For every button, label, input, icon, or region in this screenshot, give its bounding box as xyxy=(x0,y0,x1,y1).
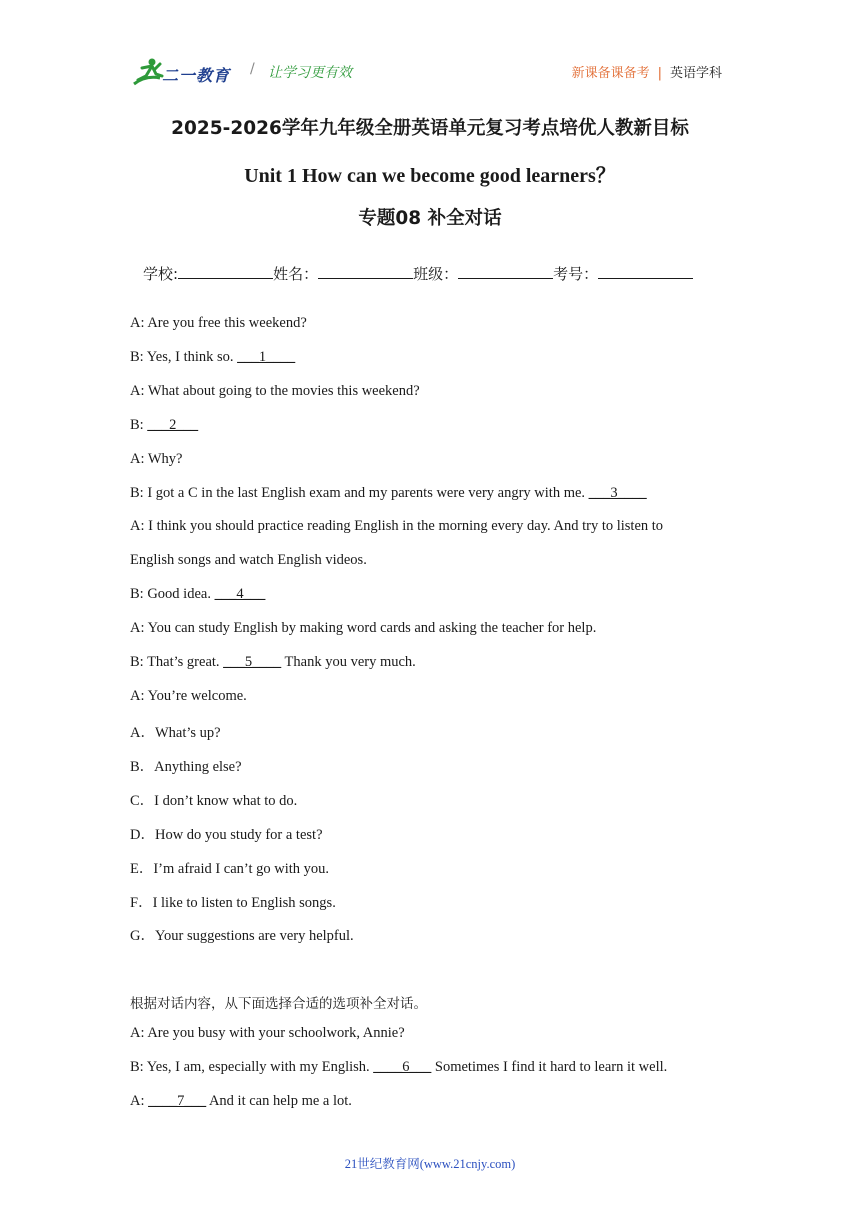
header-divider: / xyxy=(250,61,255,77)
answer-blank[interactable]: ___2___ xyxy=(147,416,199,433)
dialogue-line xyxy=(130,383,420,400)
school-label: 学校: xyxy=(143,265,179,283)
header-course-label: 新课备课备考 xyxy=(571,66,650,81)
dialogue-text: A: You can study English by making word cards and asking the teacher for help. xyxy=(130,620,597,637)
dialogue-line xyxy=(130,417,198,434)
unit-title: Unit 1 How can we become good learners？ xyxy=(244,165,616,187)
dialogue-text: A: I think you should practice reading English in the morning every day. And try to listen to xyxy=(130,518,664,535)
logo-text: 二一教育 xyxy=(162,66,231,85)
dialogue-text: B: Yes, I think so. xyxy=(130,348,238,365)
dialogue-text: A: What about going to the movies this weekend? xyxy=(130,382,420,399)
option-item: F．I like to listen to English songs. xyxy=(130,894,336,911)
answer-blank[interactable]: ___3____ xyxy=(588,484,647,501)
option-item: G．Your suggestions are very helpful. xyxy=(130,928,354,945)
dialogue-text: And it can help me a lot. xyxy=(206,1092,352,1109)
header-subject xyxy=(572,62,722,81)
dialogue-line xyxy=(130,552,367,569)
dialogue-text: A: Are you free this weekend? xyxy=(130,315,307,331)
dialogue-text: B: I got a C in the last English exam and my parents were very angry with me. xyxy=(130,484,589,501)
dialogue-line xyxy=(130,451,183,468)
dialogue-text: Thank you very much. xyxy=(281,654,416,670)
exam-number-label: 考号： xyxy=(553,265,599,283)
dialogue-text: B: Yes, I am, especially with my English. xyxy=(130,1058,374,1075)
dialogue-text: A: Are you busy with your schoolwork, Annie? xyxy=(130,1025,405,1041)
dialogue-text: Sometimes I find it hard to learn it well. xyxy=(431,1058,668,1075)
section-instruction: 根据对话内容，从下面选择合适的选项补全对话。 xyxy=(130,996,427,1012)
dialogue-line xyxy=(130,1025,405,1042)
document-title: 2025-2026学年九年级全册英语单元复习考点培优人教新目标 xyxy=(171,118,689,139)
dialogue-line xyxy=(130,1059,667,1076)
option-item: A．What’s up? xyxy=(130,725,221,741)
name-label: 姓名： xyxy=(273,265,319,283)
dialogue-line xyxy=(130,315,307,332)
dialogue-line xyxy=(130,688,247,705)
dialogue-text: A: xyxy=(130,1092,149,1109)
option-item: B．Anything else? xyxy=(130,758,242,775)
dialogue-line xyxy=(130,1093,352,1110)
dialogue-line xyxy=(130,654,416,671)
student-info-line xyxy=(143,263,693,284)
topic-title: 专题08 补全对话 xyxy=(358,208,502,229)
exam-number-blank[interactable] xyxy=(598,264,693,279)
dialogue-line xyxy=(130,586,265,603)
dialogue-line xyxy=(130,518,663,535)
option-item: D．How do you study for a test? xyxy=(130,826,323,843)
answer-blank[interactable]: ___1____ xyxy=(237,348,296,365)
answer-blank[interactable]: ____7___ xyxy=(148,1092,207,1109)
dialogue-text: English songs and watch English videos. xyxy=(130,552,367,569)
dialogue-text: A: You’re welcome. xyxy=(130,687,247,704)
class-label: 班级： xyxy=(413,265,459,283)
dialogue-text: B: xyxy=(130,416,148,433)
answer-blank[interactable]: ____6___ xyxy=(373,1058,432,1075)
dialogue-text: B: That’s great. xyxy=(130,654,224,670)
header-separator: | xyxy=(657,66,662,81)
answer-blank[interactable]: ___5____ xyxy=(223,654,282,670)
dialogue-line xyxy=(130,485,647,502)
header-slogan: 让学习更有效 xyxy=(268,65,352,81)
school-blank[interactable] xyxy=(178,264,273,279)
dialogue-text: B: Good idea. xyxy=(130,586,215,603)
header-subject-label: 英语学科 xyxy=(669,66,722,81)
option-item: C．I don’t know what to do. xyxy=(130,792,298,809)
dialogue-line xyxy=(130,349,295,366)
dialogue-line xyxy=(130,620,596,637)
option-item: E．I’m afraid I can’t go with you. xyxy=(130,860,330,877)
answer-blank[interactable]: ___4___ xyxy=(214,586,266,603)
page-header xyxy=(130,56,726,92)
page-footer: 21世纪教育网(www.21cnjy.com) xyxy=(344,1157,516,1171)
name-blank[interactable] xyxy=(318,264,413,279)
class-blank[interactable] xyxy=(458,264,553,279)
dialogue-text: A: Why? xyxy=(130,450,183,467)
